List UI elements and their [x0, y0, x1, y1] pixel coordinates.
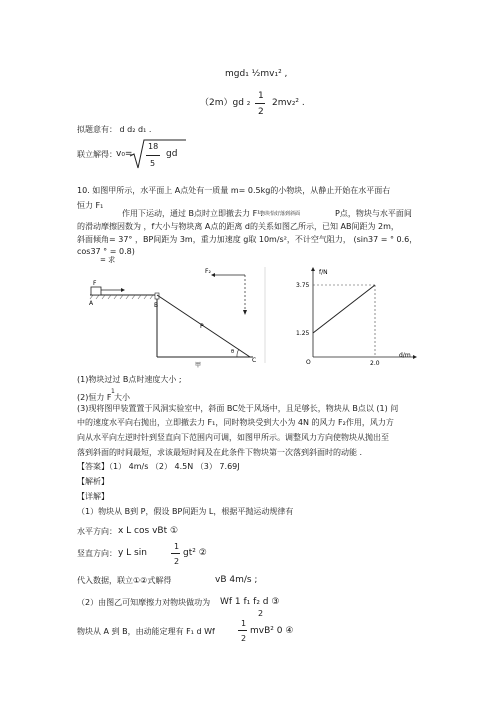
- solve-v: v₀=: [116, 149, 133, 159]
- series-line: [313, 285, 375, 333]
- label-F2: F₂: [205, 268, 211, 275]
- fraction-bar: [171, 553, 180, 554]
- question-3-line-d: 落到斜面的时间最短，求该最短时间及在此条件下物块第一次落到斜面时的动能 .: [77, 448, 363, 457]
- question-2: (2)恒力 F 大小: [77, 393, 131, 402]
- question-3-line-b: 中的速度水平向右抛出，立即撤去力 F₁，同时物块受到大小为 4N 的风力 F₂作用，风力方: [77, 418, 394, 427]
- detail-line-5: （2）由图乙可知摩擦力对物块做功为: [77, 598, 211, 607]
- energy-numerator: 1: [241, 619, 247, 628]
- substitute-equation: vB 4m/s ;: [215, 575, 258, 585]
- origin-label: O: [306, 359, 311, 365]
- x-tick-label: 2.0: [370, 360, 380, 365]
- problem-line-6: = 求: [100, 256, 116, 264]
- detail-line-1: （1）物块从 B到 P，假设 BP间距为 L，根据平抛运动规律有: [77, 507, 294, 516]
- label-C: C: [252, 357, 257, 364]
- equation-2-left: （2m）gd ₂: [200, 98, 251, 108]
- question-3-line-a: (3)现将图甲装置置于风洞实验室中，斜面 BC处于风场中，且足够长，物块从 B点以 (1) 问: [77, 404, 399, 413]
- problem-line-2b: 作用下运动，通过 B点时立即撤去力 F¹.: [122, 209, 263, 218]
- energy-equation: mvB² 0 ④: [250, 626, 294, 636]
- problem-line-4: 斜面倾角= 37° ，BP间距为 3m，重力加速度 g取 10m/s²，不计空气阻力， (sin37 = ° 0.6，: [77, 235, 418, 244]
- label-B: B: [154, 302, 159, 309]
- solve-label: 联立解得：: [77, 150, 117, 159]
- y-tick-label: 3.75: [296, 282, 310, 289]
- label-theta: θ: [231, 349, 235, 355]
- energy-denominator: 2: [241, 634, 247, 643]
- equation-2-numerator: 1: [258, 91, 264, 101]
- solve-numerator: 18: [148, 142, 159, 151]
- fraction-bar: [146, 155, 160, 156]
- equation-2-denominator: 2: [258, 107, 264, 117]
- label-P: P: [200, 323, 204, 330]
- problem-line-2a: 恒力 F₁: [77, 201, 104, 210]
- problem-line-5: cos37 ° = 0.8): [77, 247, 135, 256]
- solve-denominator: 5: [150, 159, 156, 168]
- problem-line-2c: P点，物块与水平面间: [335, 209, 412, 218]
- y-tick-label: 1.25: [296, 330, 310, 337]
- detail-heading: 【详解】: [77, 492, 109, 501]
- question-1: (1)物块过过 B点时速度大小 ;: [77, 375, 182, 384]
- work-equation: Wf 1 f₁ f₂ d ③: [220, 597, 280, 607]
- horizontal-equation: x L cos vBt ①: [118, 526, 179, 536]
- problem-line-2-small: 物块恰好落到斜面: [260, 211, 301, 217]
- hint-line: 拟题意有： d d₂ d₁ .: [77, 125, 152, 134]
- substitute-label: 代入数据，联立①②式解得: [77, 576, 172, 585]
- problem-line-1: 10. 如图甲所示，水平面上 A点处有一质量 m= 0.5kg的小物块，从静止开始在水平面右: [77, 186, 391, 195]
- analysis-heading: 【解析】: [77, 477, 109, 486]
- block: [91, 287, 101, 295]
- work-denominator: 2: [258, 609, 264, 618]
- solve-gd: gd: [166, 149, 178, 159]
- equation-2-right: 2mv₂² .: [272, 98, 305, 108]
- vertical-gt: gt² ②: [183, 548, 207, 558]
- horizontal-label: 水平方向：: [77, 527, 117, 536]
- label-A: A: [89, 300, 94, 307]
- equation-1: mgd₁ ½mv₁² ,: [225, 69, 288, 79]
- answer-line: 【答案】（1） 4m/s （2） 4.5N （3） 7.69J: [77, 462, 240, 471]
- fraction-bar: [255, 103, 265, 104]
- vertical-denominator: 2: [174, 557, 180, 566]
- vertical-equation: y L sin: [118, 548, 147, 558]
- x-axis-label: d/m: [399, 352, 411, 359]
- vertical-numerator: 1: [174, 542, 180, 551]
- question-3-line-c: 向从水平向左逆时针到竖直向下范围内可调，如图甲所示。调整风力方向使物块从抛出至: [77, 433, 389, 442]
- figure-yi-chart: [295, 265, 420, 365]
- detail-line-6: 物块从 A 到 B，由动能定理有 F₁ d Wf: [77, 627, 215, 636]
- question-2-sup: 1: [111, 388, 115, 395]
- y-axis-label: f/N: [319, 269, 328, 276]
- fraction-bar: [238, 630, 247, 631]
- vertical-label: 竖直方向：: [77, 549, 117, 558]
- caption-jia: 甲: [195, 362, 202, 369]
- problem-line-3: 的滑动摩擦因数为 ，f大小与物块离 A点的距离 d的关系如图乙所示，已知 AB间距为 2m，: [77, 222, 399, 231]
- label-F: F: [93, 280, 97, 287]
